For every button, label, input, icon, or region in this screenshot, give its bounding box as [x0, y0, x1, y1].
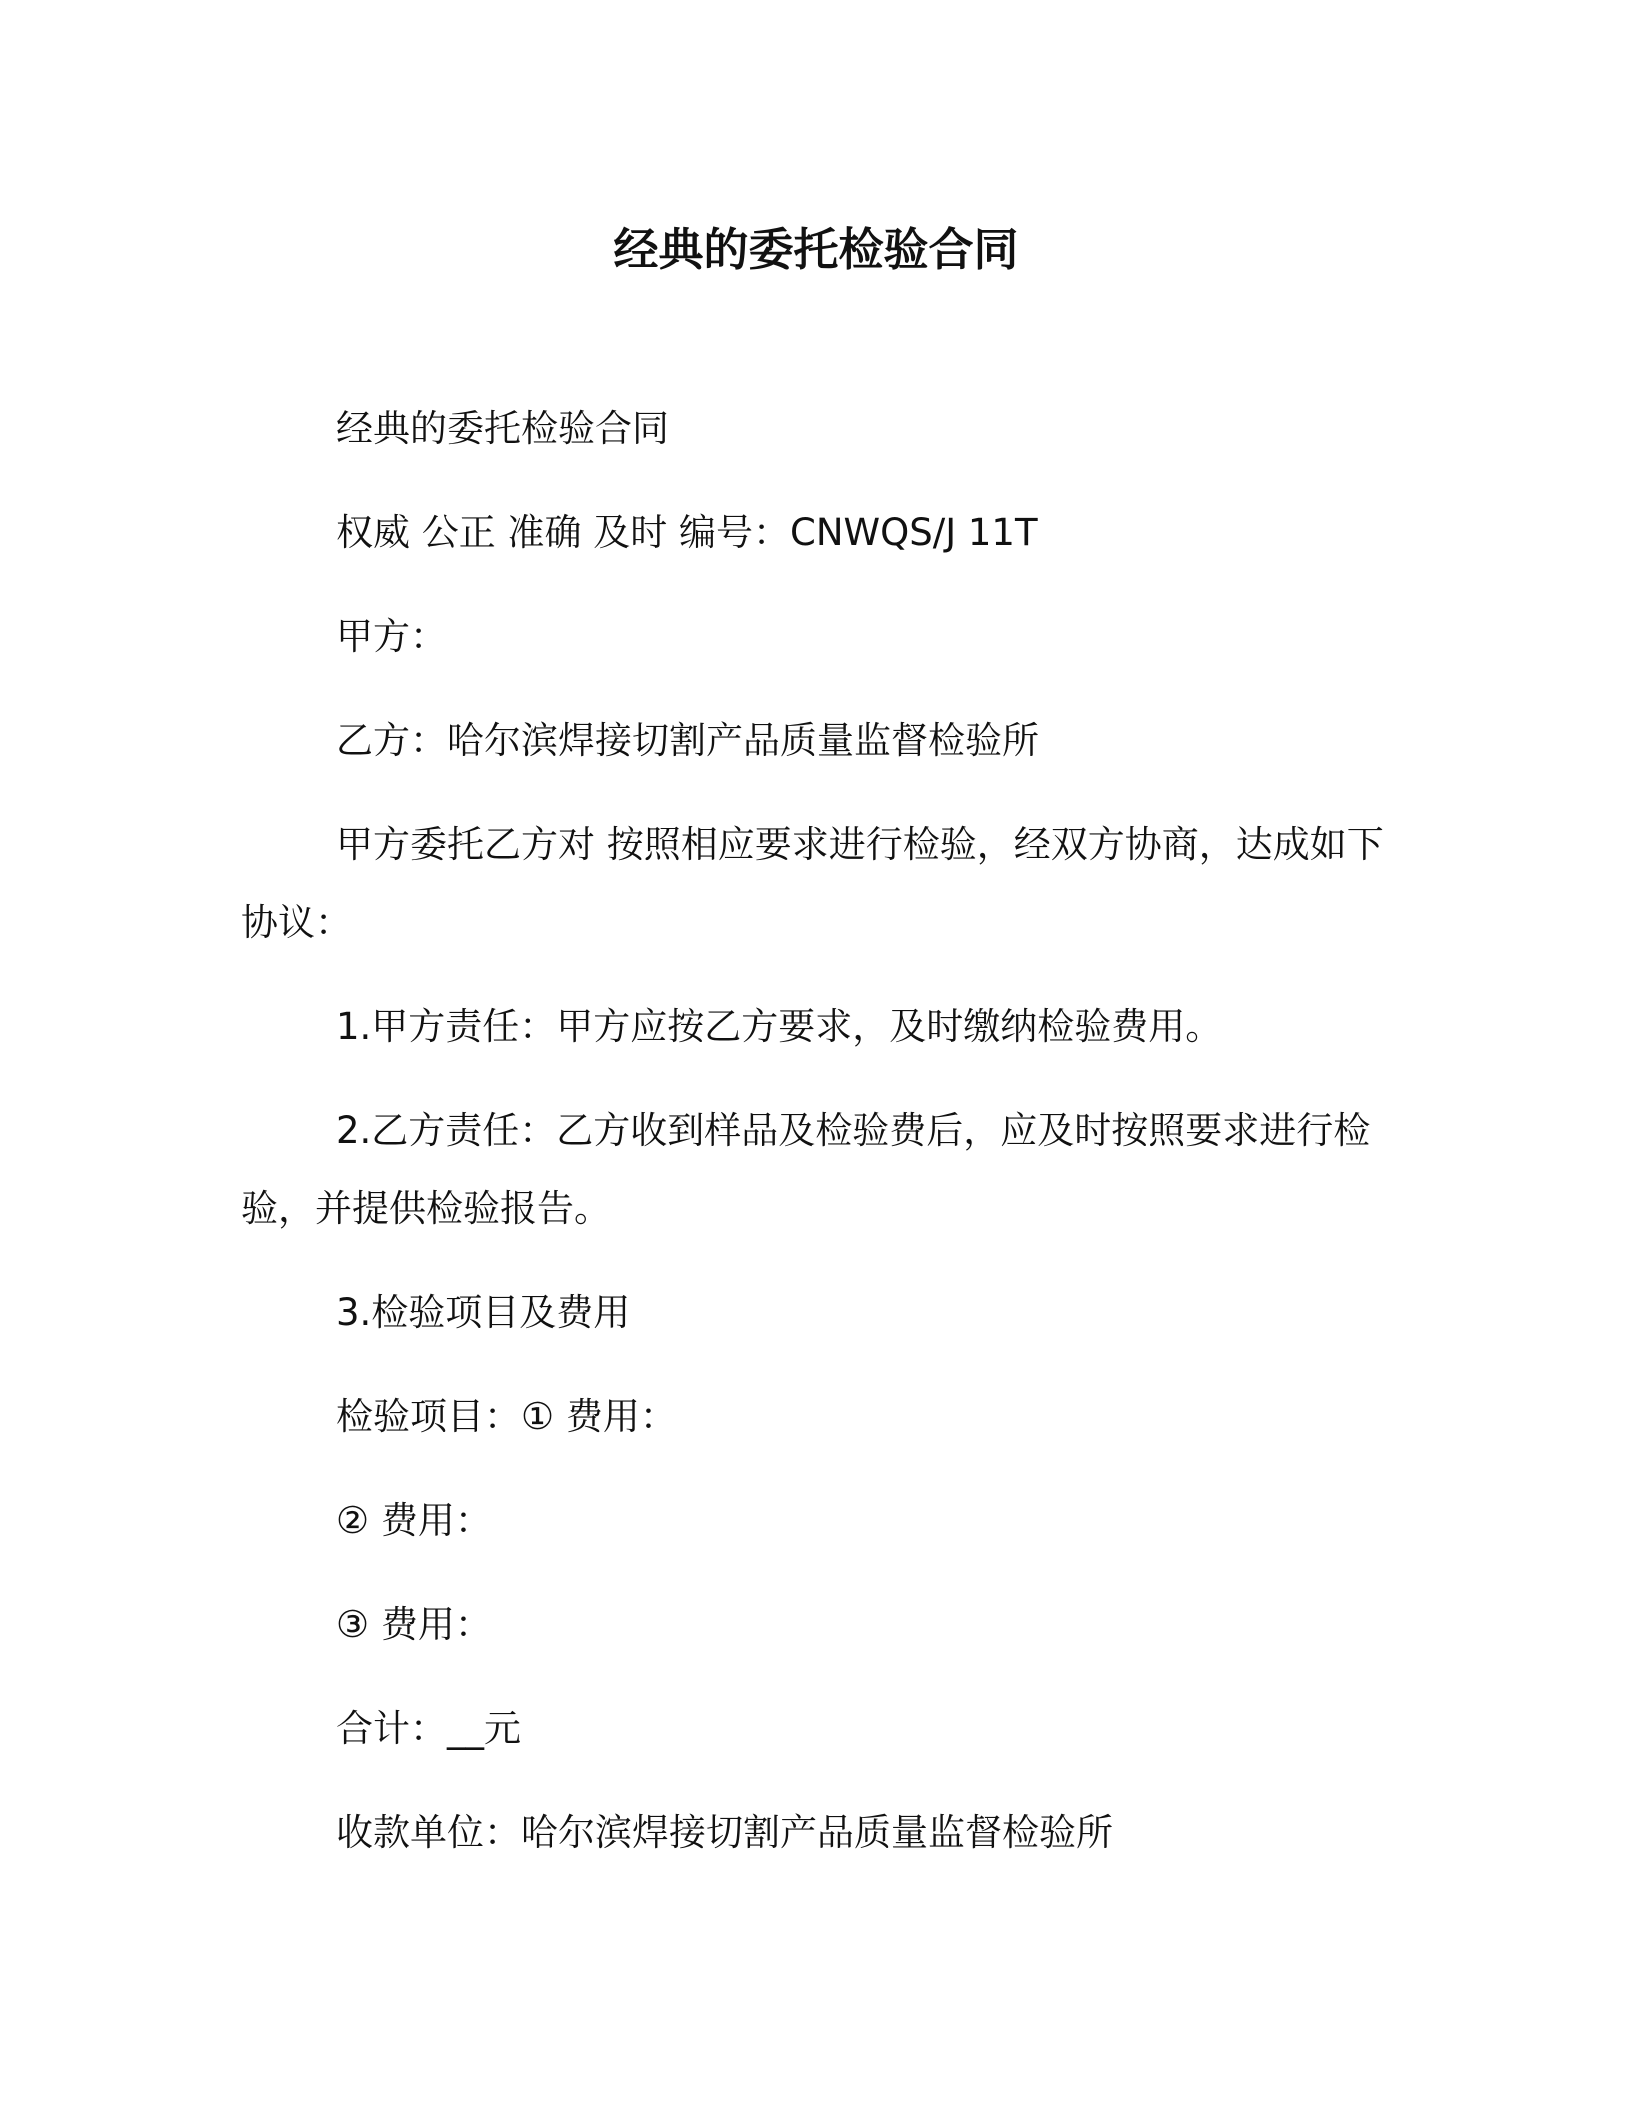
paragraph-payee: 收款单位：哈尔滨焊接切割产品质量监督检验所 [336, 1811, 1113, 1854]
document-body [241, 390, 1391, 1898]
paragraph-item-3: ③ 费用： [336, 1603, 492, 1646]
paragraph-total: 合计：__元 [336, 1707, 521, 1750]
paragraph-item-1: 检验项目：① 费用： [336, 1395, 677, 1438]
paragraph-subtitle: 经典的委托检验合同 [336, 407, 669, 450]
paragraph-serial-number: 权威 公正 准确 及时 编号：CNWQS/J 11T [336, 511, 1038, 554]
paragraph-clause-3: 3.检验项目及费用 [336, 1291, 631, 1334]
paragraph-party-a: 甲方： [336, 615, 447, 658]
paragraph-clause-1: 1.甲方责任：甲方应按乙方要求，及时缴纳检验费用。 [336, 1005, 1223, 1048]
paragraph-party-b: 乙方：哈尔滨焊接切割产品质量监督检验所 [336, 719, 1039, 762]
paragraph-agreement-intro: 甲方委托乙方对 按照相应要求进行检验，经双方协商，达成如下协议： [241, 823, 1384, 944]
paragraph-item-2: ② 费用： [336, 1499, 492, 1542]
paragraph-clause-2: 2.乙方责任：乙方收到样品及检验费后，应及时按照要求进行检验，并提供检验报告。 [241, 1109, 1371, 1230]
document-title: 经典的委托检验合同 [613, 223, 1019, 276]
